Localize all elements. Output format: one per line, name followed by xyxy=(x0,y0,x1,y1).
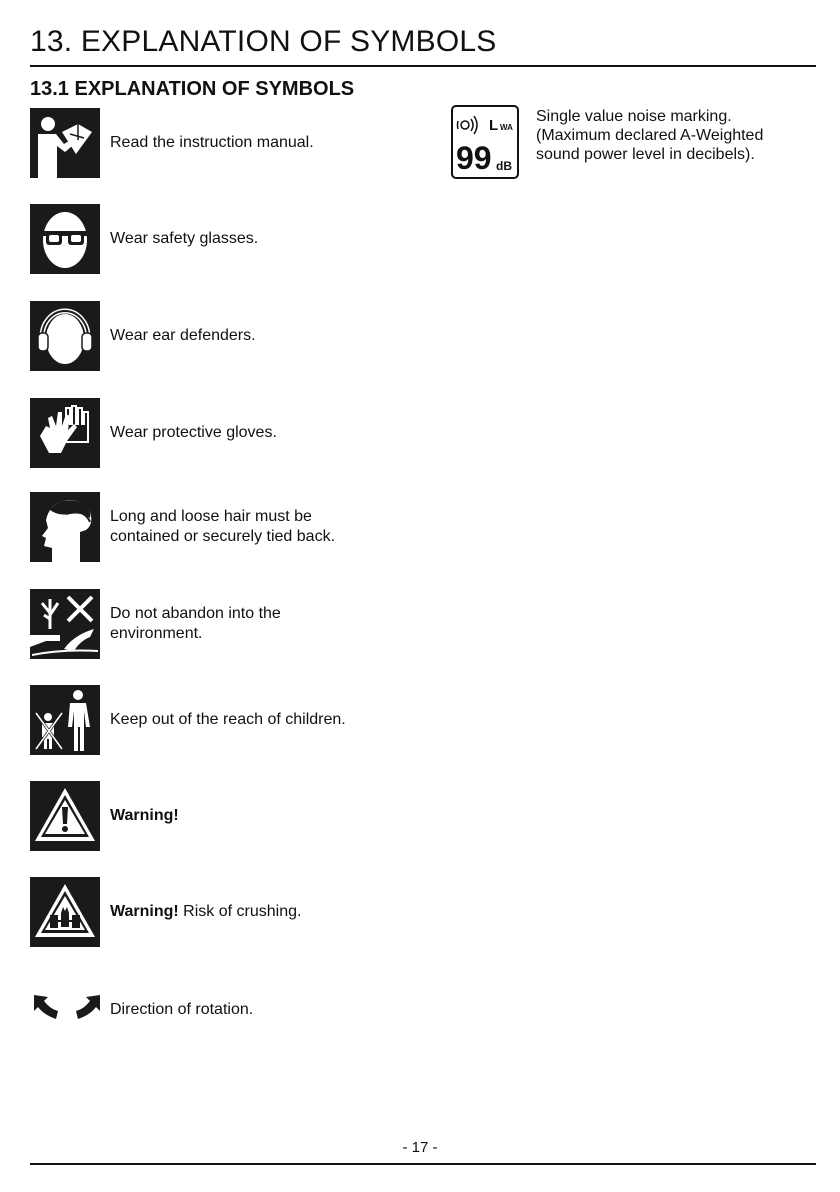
symbol-text: Wear ear defenders. xyxy=(110,327,256,344)
manual-reader-icon xyxy=(30,108,100,178)
symbol-text xyxy=(110,806,470,826)
warning-icon xyxy=(30,781,100,851)
symbol-no-dumping xyxy=(30,589,470,659)
symbol-text xyxy=(110,604,470,644)
symbol-text: Wear safety glasses. xyxy=(110,230,259,247)
children-icon xyxy=(30,685,100,755)
safety-glasses-icon xyxy=(30,204,100,274)
noise-unit: dB xyxy=(496,159,512,173)
symbol-rotation xyxy=(30,975,470,1045)
text-line: contained or securely tied back. xyxy=(110,528,336,545)
symbol-gloves xyxy=(30,398,470,468)
text-line: sound power level in decibels). xyxy=(536,146,755,163)
symbol-text xyxy=(110,902,470,922)
symbol-ear-defenders xyxy=(30,301,470,371)
warning-label: Warning! xyxy=(110,903,179,920)
text-line: (Maximum declared A-Weighted xyxy=(536,127,764,144)
symbol-text: Wear protective gloves. xyxy=(110,424,277,441)
rotation-arrows-icon xyxy=(30,975,100,1045)
bottom-rule xyxy=(30,1163,816,1165)
text-line: Single value noise marking. xyxy=(536,108,732,125)
symbol-children xyxy=(30,685,470,755)
warning-label: Warning! xyxy=(110,807,179,824)
noise-label: L xyxy=(489,117,499,134)
symbol-text xyxy=(110,507,470,547)
section-title: 13.1 EXPLANATION OF SYMBOLS xyxy=(30,78,355,100)
page-number: - 17 - xyxy=(402,1139,438,1156)
text-line: Long and loose hair must be xyxy=(110,508,312,525)
top-rule xyxy=(30,65,816,67)
symbol-warning xyxy=(30,781,470,851)
symbol-hair-tied xyxy=(30,492,470,562)
symbol-safety-glasses xyxy=(30,204,470,274)
hair-tied-icon xyxy=(30,492,100,562)
gloves-icon xyxy=(30,398,100,468)
symbol-text: Keep out of the reach of children. xyxy=(110,711,346,728)
noise-marking xyxy=(451,105,821,185)
noise-label-sub: WA xyxy=(500,123,513,132)
symbol-text: Read the instruction manual. xyxy=(110,134,314,151)
noise-text xyxy=(536,107,826,164)
noise-badge xyxy=(451,105,519,179)
page-title: 13. EXPLANATION OF SYMBOLS xyxy=(30,25,497,58)
symbol-crushing-warning xyxy=(30,877,470,947)
ear-defenders-icon xyxy=(30,301,100,371)
text-line: Do not abandon into the xyxy=(110,605,281,622)
crushing-warning-icon xyxy=(30,877,100,947)
text-line: environment. xyxy=(110,625,203,642)
noise-value: 99 xyxy=(456,140,492,176)
warning-detail: Risk of crushing. xyxy=(178,903,302,920)
no-dumping-icon xyxy=(30,589,100,659)
symbol-read-manual xyxy=(30,108,470,178)
symbol-text: Direction of rotation. xyxy=(110,1001,254,1018)
